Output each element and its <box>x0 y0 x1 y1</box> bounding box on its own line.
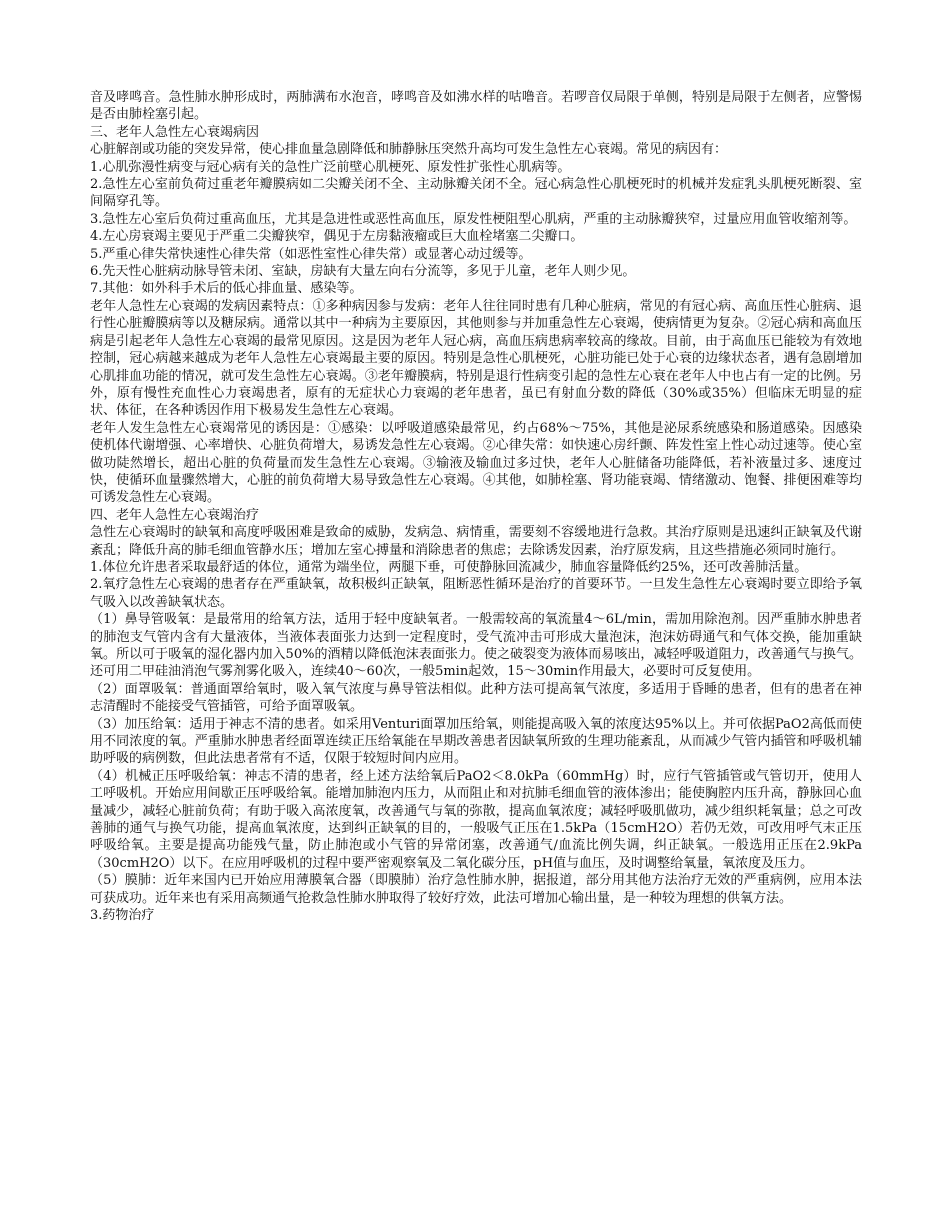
subitem-membrane-lung: （5）膜肺：近年来国内已开始应用薄膜氧合器（即膜肺）治疗急性肺水肿，据报道，部分用其他方法治疗无效的严重病例，应用本法可获成功。近年来也有采用高频通气抢救急性肺水肿取得了较好疗效，此法可增加心输出量，是一种较为理想的供氧方法。 <box>90 873 862 906</box>
list-item-cause-4: 4.左心房衰竭主要见于严重二尖瓣狭窄，偶见于左房黏液瘤或巨大血栓堵塞二尖瓣口。 <box>90 229 584 245</box>
section-heading-etiology: 三、老年人急性左心衰竭病因 <box>90 124 260 140</box>
list-item-cause-3: 3.急性左心室后负荷过重高血压，尤其是急进性或恶性高血压，原发性梗阻型心肌病，严重的主动脉瓣狭窄，过量应用血管收缩剂等。 <box>90 211 857 227</box>
list-item-treatment-oxygen: 2.氧疗急性左心衰竭的患者存在严重缺氧，故积极纠正缺氧，阻断恶性循环是治疗的首要环节。一旦发生急性左心衰竭时要立即给予氧气吸入以改善缺氧状态。 <box>90 577 862 610</box>
section-heading-treatment: 四、老年人急性左心衰竭治疗 <box>90 507 260 523</box>
list-item-cause-5: 5.严重心律失常快速性心律失常（如恶性室性心律失常）或显著心动过缓等。 <box>90 246 532 262</box>
document-body <box>90 89 862 925</box>
subitem-mechanical-ventilation: （4）机械正压呼吸给氧：神志不清的患者，经上述方法给氧后PaO2＜8.0kPa（60mmHg）时，应行气管插管或气管切开，使用人工呼吸机。开始应用间歇正压呼吸给氧。能增加肺泡内压力，从而阻止和对抗肺毛细血管的液体渗出；能使胸腔内压升高，静脉回心血量减少，减轻心脏前负荷；有助于吸入高浓度氧，改善通气与氧的弥散，提高血氧浓度；减轻呼吸肌做功，减少组织耗氧量；总之可改善肺的通气与换气功能，提高血氧浓度，达到纠正缺氧的目的，一般吸气正压在1.5kPa（15cmH2O）若仍无效，可改用呼气末正压呼吸给氧。主要是提高功能残气量，防止肺泡或小气管的异常闭塞，改善通气/血流比例失调，纠正缺氧。一般选用正压在2.9kPa（30cmH2O）以下。在应用呼吸机的过程中要严密观察氧及二氧化碳分压，pH值与血压，及时调整给氧量，氧浓度及压力。 <box>90 768 862 871</box>
paragraph-auscultation-continued: 音及哮鸣音。急性肺水肿形成时，两肺满布水泡音，哮鸣音及如沸水样的咕噜音。若啰音仅局限于单侧，特别是局限于左侧者，应警惕是否由肺栓塞引起。 <box>90 90 862 123</box>
paragraph-etiology-intro: 心脏解剖或功能的突发异常，使心排血量急剧降低和肺静脉压突然升高均可发生急性左心衰竭。常见的病因有： <box>90 142 728 158</box>
paragraph-pathogenesis-features: 老年人急性左心衰竭的发病因素特点：①多种病因参与发病：老年人往往同时患有几种心脏病，常见的有冠心病、高血压性心脏病、退行性心脏瓣膜病等以及糖尿病。通常以其中一种病为主要原因，其他则参与并加重急性左心衰竭，使病情更为复杂。②冠心病和高血压病是引起老年人急性左心衰竭的最常见原因。这是因为老年人冠心病，高血压病患病率较高的缘故。目前，由于高血压已能较为有效地控制，冠心病越来越成为老年人急性左心衰竭最主要的原因。特别是急性心肌梗死，心脏功能已处于心衰的边缘状态者，遇有急剧增加心肌排血功能的情况，就可发生急性左心衰竭。③老年瓣膜病，特别是退行性病变引起的急性左心衰在老年人中也占有一定的比例。另外，原有慢性充血性心力衰竭患者，原有的无症状心力衰竭的老年患者，虽已有射血分数的降低（30%或35%）但临床无明显的症状、体征，在各种诱因作用下极易发生急性左心衰竭。 <box>90 298 862 419</box>
list-item-cause-1: 1.心肌弥漫性病变与冠心病有关的急性广泛前壁心肌梗死、原发性扩张性心肌病等。 <box>90 159 571 175</box>
list-item-cause-2: 2.急性左心室前负荷过重老年瓣膜病如二尖瓣关闭不全、主动脉瓣关闭不全。冠心病急性心肌梗死时的机械并发症乳头肌梗死断裂、室间隔穿孔等。 <box>90 177 862 210</box>
subitem-nasal-cannula: （1）鼻导管吸氧：是最常用的给氧方法，适用于轻中度缺氧者。一般需较高的氧流量4～6L/min，需加用除泡剂。因严重肺水肿患者的肺泡支气管内含有大量液体，当液体表面张力达到一定程度时，受气流冲击可形成大量泡沫，泡沫妨碍通气和气体交换，能加重缺氧。所以可于吸氧的湿化器内加入50%的酒精以降低泡沫表面张力。使之破裂变为液体而易咳出，减轻呼吸道阻力，改善通气与换气。还可用二甲硅油消泡气雾剂雾化吸入，连续40～60次，一般5min起效，15～30min作用最大，必要时可反复使用。 <box>90 612 862 680</box>
paragraph-treatment-principles: 急性左心衰竭时的缺氧和高度呼吸困难是致命的威胁，发病急、病情重，需要刻不容缓地进行急救。其治疗原则是迅速纠正缺氧及代谢紊乱；降低升高的肺毛细血管静水压；增加左室心搏量和消除患者的焦虑；去除诱发因素，治疗原发病，且这些措施必须同时施行。 <box>90 525 862 558</box>
list-item-cause-7: 7.其他：如外科手术后的低心排血量、感染等。 <box>90 281 363 297</box>
list-item-drug-therapy: 3.药物治疗 <box>90 908 155 924</box>
list-item-cause-6: 6.先天性心脏病动脉导管未闭、室缺，房缺有大量左向右分流等，多见于儿童，老年人则少见。 <box>90 264 636 280</box>
subitem-pressurized-oxygen: （3）加压给氧：适用于神志不清的患者。如采用Venturi面罩加压给氧，则能提高吸入氧的浓度达95%以上。并可依据PaO2高低而使用不同浓度的氧。严重肺水肿患者经面罩连续正压给氧能在早期改善患者因缺氧所致的生理功能紊乱，从而减少气管内插管和呼吸机辅助呼吸的病例数，但此法患者常有不适，仅限于较短时间内应用。 <box>90 716 862 767</box>
list-item-treatment-posture: 1.体位允许患者采取最舒适的体位，通常为端坐位，两腿下垂，可使静脉回流减少，肺血容量降低约25%，还可改善肺活量。 <box>90 559 808 575</box>
subitem-face-mask: （2）面罩吸氧：普通面罩给氧时，吸入氧气浓度与鼻导管法相似。此种方法可提高氧气浓度，多适用于昏睡的患者，但有的患者在神志清醒时不能接受气管插管，可给予面罩吸氧。 <box>90 681 862 715</box>
paragraph-precipitating-factors: 老年人发生急性左心衰竭常见的诱因是：①感染：以呼吸道感染最常见，约占68%～75%，其他是泌尿系统感染和肠道感染。因感染使机体代谢增强、心率增快、心脏负荷增大，易诱发急性左心衰竭。②心律失常：如快速心房纤颤、阵发性室上性心动过速等。使心室做功陡然增长，超出心脏的负荷量而发生急性左心衰竭。③输液及输血过多过快，老年人心脏储备功能降低，若补液量过多、速度过快，使循环血量骤然增大，心脏的前负荷增大易导致急性左心衰竭。④其他，如肺栓塞、肾功能衰竭、情绪激动、饱餐、排便困难等均可诱发急性左心衰竭。 <box>90 420 862 506</box>
